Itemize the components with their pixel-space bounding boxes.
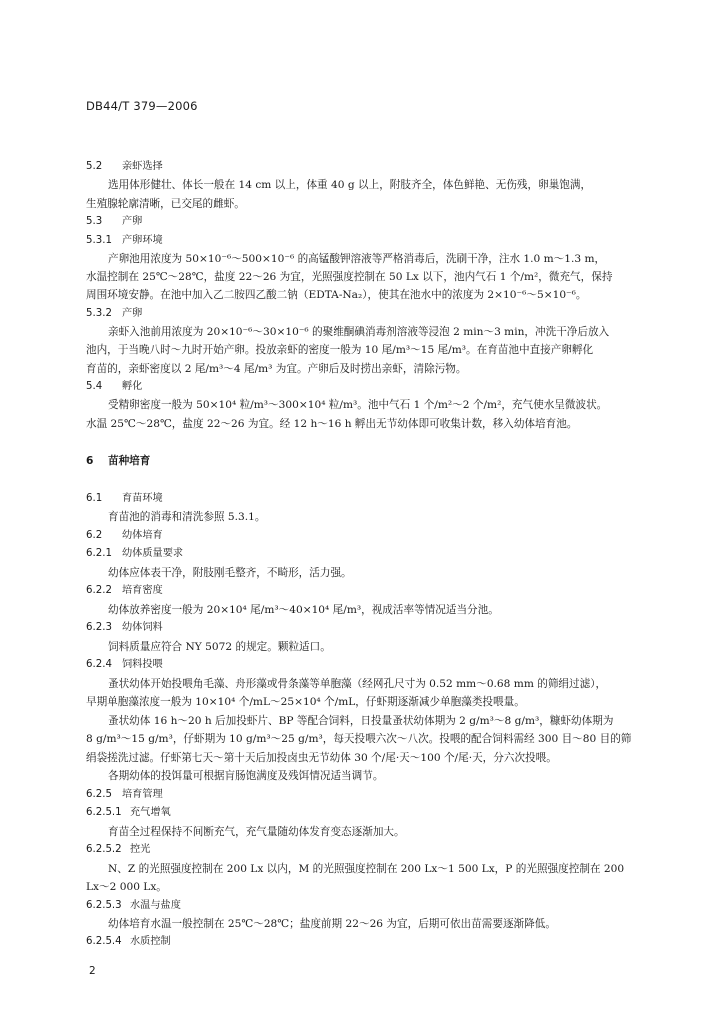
paragraph-line: 产卵池用浓度为 50×10⁻⁶～500×10⁻⁶ 的高锰酸钾溶液等严格消毒后，洗刷干净，注水 1.0 m～1.3 m， [108, 253, 606, 265]
paragraph-line: 选用体形健壮、体长一般在 14 cm 以上，体重 40 g 以上，附肢齐全，体色鲜艳、无伤残，卵巢饱满， [108, 179, 592, 191]
heading-title: 控光 [130, 844, 151, 855]
heading-title: 充气增氧 [130, 807, 171, 818]
heading-title: 培育密度 [122, 585, 163, 596]
heading-title: 产卵 [122, 308, 143, 319]
heading-title: 水温与盐度 [130, 900, 181, 911]
heading-title: 孵化 [122, 381, 143, 392]
heading-title: 幼体质量要求 [122, 548, 184, 559]
paragraph-line: 幼体应体表干净，附肢刚毛整齐，不畸形，活力强。 [108, 567, 352, 579]
heading-number: 6.2.1 [86, 548, 112, 559]
paragraph-line: 蚤状幼体开始投喂角毛藻、舟形藻或骨条藻等单胞藻（经网孔尺寸为 0.52 mm～0.68 mm 的筛绢过滤）， [108, 678, 607, 690]
heading-number: 6.2.5.3 [86, 900, 122, 911]
paragraph-line: 亲虾入池前用浓度为 20×10⁻⁶～30×10⁻⁶ 的聚维酮碘消毒剂溶液等浸泡 2 min～3 min，冲洗干净后放入 [108, 326, 610, 338]
heading-number: 6.2.5.4 [86, 936, 122, 947]
heading-6-2-5-2 [86, 843, 150, 857]
heading-number: 5.4 [86, 381, 103, 392]
paragraph-line: 周围环境安静。在池中加入乙二胺四乙酸二钠（EDTA-Na₂），使其在池水中的浓度为 2×10⁻⁶～5×10⁻⁶。 [86, 289, 587, 301]
heading-number: 6.2.5 [86, 789, 112, 800]
heading-number: 6.2.2 [86, 585, 112, 596]
heading-6-2-5-4 [86, 935, 171, 949]
heading-6-2 [86, 529, 163, 543]
heading-title: 亲虾选择 [122, 161, 163, 172]
heading-5-3-1 [86, 234, 163, 248]
heading-number: 6.2.3 [86, 622, 112, 633]
paragraph-line: 水温 25℃～28℃，盐度 22～26 为宜。经 12 h～16 h 孵出无节幼体即可收集计数，移入幼体培育池。 [86, 418, 578, 430]
paragraph-line: 绢袋搓洗过滤。仔虾第七天～第十天后加投卤虫无节幼体 30 个/尾·天～100 个/尾·天，分六次投喂。 [86, 752, 557, 764]
paragraph-line: 生殖腺轮廓清晰，已交尾的雌虾。 [86, 198, 245, 210]
heading-number: 6.2.5.1 [86, 807, 122, 818]
heading-number: 5.3.2 [86, 308, 112, 319]
heading-title: 育苗环境 [122, 493, 163, 504]
heading-6-2-5-3 [86, 899, 181, 913]
heading-number: 6.2 [86, 530, 103, 541]
paragraph-line: 蚤状幼体 16 h～20 h 后加投虾片、BP 等配合饲料，日投量蚤状幼体期为 2 g/m³～8 g/m³，糠虾幼体期为 [108, 715, 614, 727]
paragraph-line: 育苗池的消毒和清洗参照 5.3.1。 [108, 511, 266, 523]
heading-number: 5.2 [86, 161, 103, 172]
heading-5-2 [86, 160, 163, 174]
paragraph-line: 幼体放养密度一般为 20×10⁴ 尾/m³～40×10⁴ 尾/m³，视成活率等情况适当分池。 [108, 604, 499, 616]
heading-title: 水质控制 [130, 936, 171, 947]
heading-6-2-3 [86, 621, 163, 635]
paragraph-line: 育苗的，亲虾密度以 2 尾/m³～4 尾/m³ 为宜。产卵后及时捞出亲虾，清除污物。 [86, 363, 467, 375]
heading-6-2-1 [86, 547, 183, 561]
section-heading-6 [86, 454, 150, 468]
page-number: 2 [89, 965, 96, 977]
heading-5-3-2 [86, 307, 142, 321]
paragraph-line: 幼体培育水温一般控制在 25℃～28℃；盐度前期 22～26 为宜，后期可依出苗需要逐渐降低。 [108, 918, 556, 930]
heading-title: 培育管理 [122, 789, 163, 800]
heading-title: 饲料投喂 [122, 659, 163, 670]
paragraph-line: 各期幼体的投饵量可根据肓肠饱满度及残饵情况适当调节。 [108, 770, 384, 782]
paragraph-line: 育苗全过程保持不间断充气，充气量随幼体发育变态逐渐加大。 [108, 826, 405, 838]
heading-6-2-5 [86, 788, 163, 802]
heading-title: 苗种培育 [108, 455, 151, 467]
heading-6-2-5-1 [86, 806, 171, 820]
paragraph-line: 8 g/m³～15 g/m³，仔虾期为 10 g/m³～25 g/m³，每天投喂六次～八次。投喂的配合饲料需经 300 目～80 目的筛 [86, 733, 632, 745]
heading-title: 幼体饲料 [122, 622, 163, 633]
heading-6-2-4 [86, 658, 163, 672]
heading-number: 6.2.5.2 [86, 844, 122, 855]
heading-6-2-2 [86, 584, 163, 598]
heading-number: 5.3.1 [86, 235, 112, 246]
heading-title: 幼体培育 [122, 530, 163, 541]
paragraph-line: 受精卵密度一般为 50×10⁴ 粒/m³～300×10⁴ 粒/m³。池中气石 1 个/m²～2 个/m²，充气使水呈微波状。 [108, 399, 608, 411]
heading-5-3 [86, 215, 142, 229]
heading-title: 产卵环境 [122, 235, 163, 246]
paragraph-line: 池内，于当晚八时～九时开始产卵。投放亲虾的密度一般为 10 尾/m³～15 尾/m³。在育苗池中直接产卵孵化 [86, 344, 594, 356]
paragraph-line: 水温控制在 25℃～28℃，盐度 22～26 为宜，光照强度控制在 50 Lx 以下，池内气石 1 个/m²，微充气，保持 [86, 271, 613, 283]
heading-number: 5.3 [86, 216, 103, 227]
heading-title: 产卵 [122, 216, 143, 227]
heading-number: 6.2.4 [86, 659, 112, 670]
paragraph-line: N、Z 的光照强度控制在 200 Lx 以内，M 的光照强度控制在 200 Lx～1 500 Lx，P 的光照强度控制在 200 [108, 863, 625, 875]
heading-number: 6 [86, 455, 94, 467]
paragraph-line: 早期单胞藻浓度一般为 10×10⁴ 个/mL～25×10⁴ 个/mL，仔虾期逐渐减少单胞藻类投喂量。 [86, 696, 525, 708]
heading-number: 6.1 [86, 493, 103, 504]
heading-5-4 [86, 380, 142, 394]
heading-6-1 [86, 492, 163, 506]
paragraph-line: 饲料质量应符合 NY 5072 的规定。颗粒适口。 [108, 641, 331, 653]
document-code-header: DB44/T 379—2006 [86, 99, 198, 113]
paragraph-line: Lx～2 000 Lx。 [86, 881, 167, 893]
